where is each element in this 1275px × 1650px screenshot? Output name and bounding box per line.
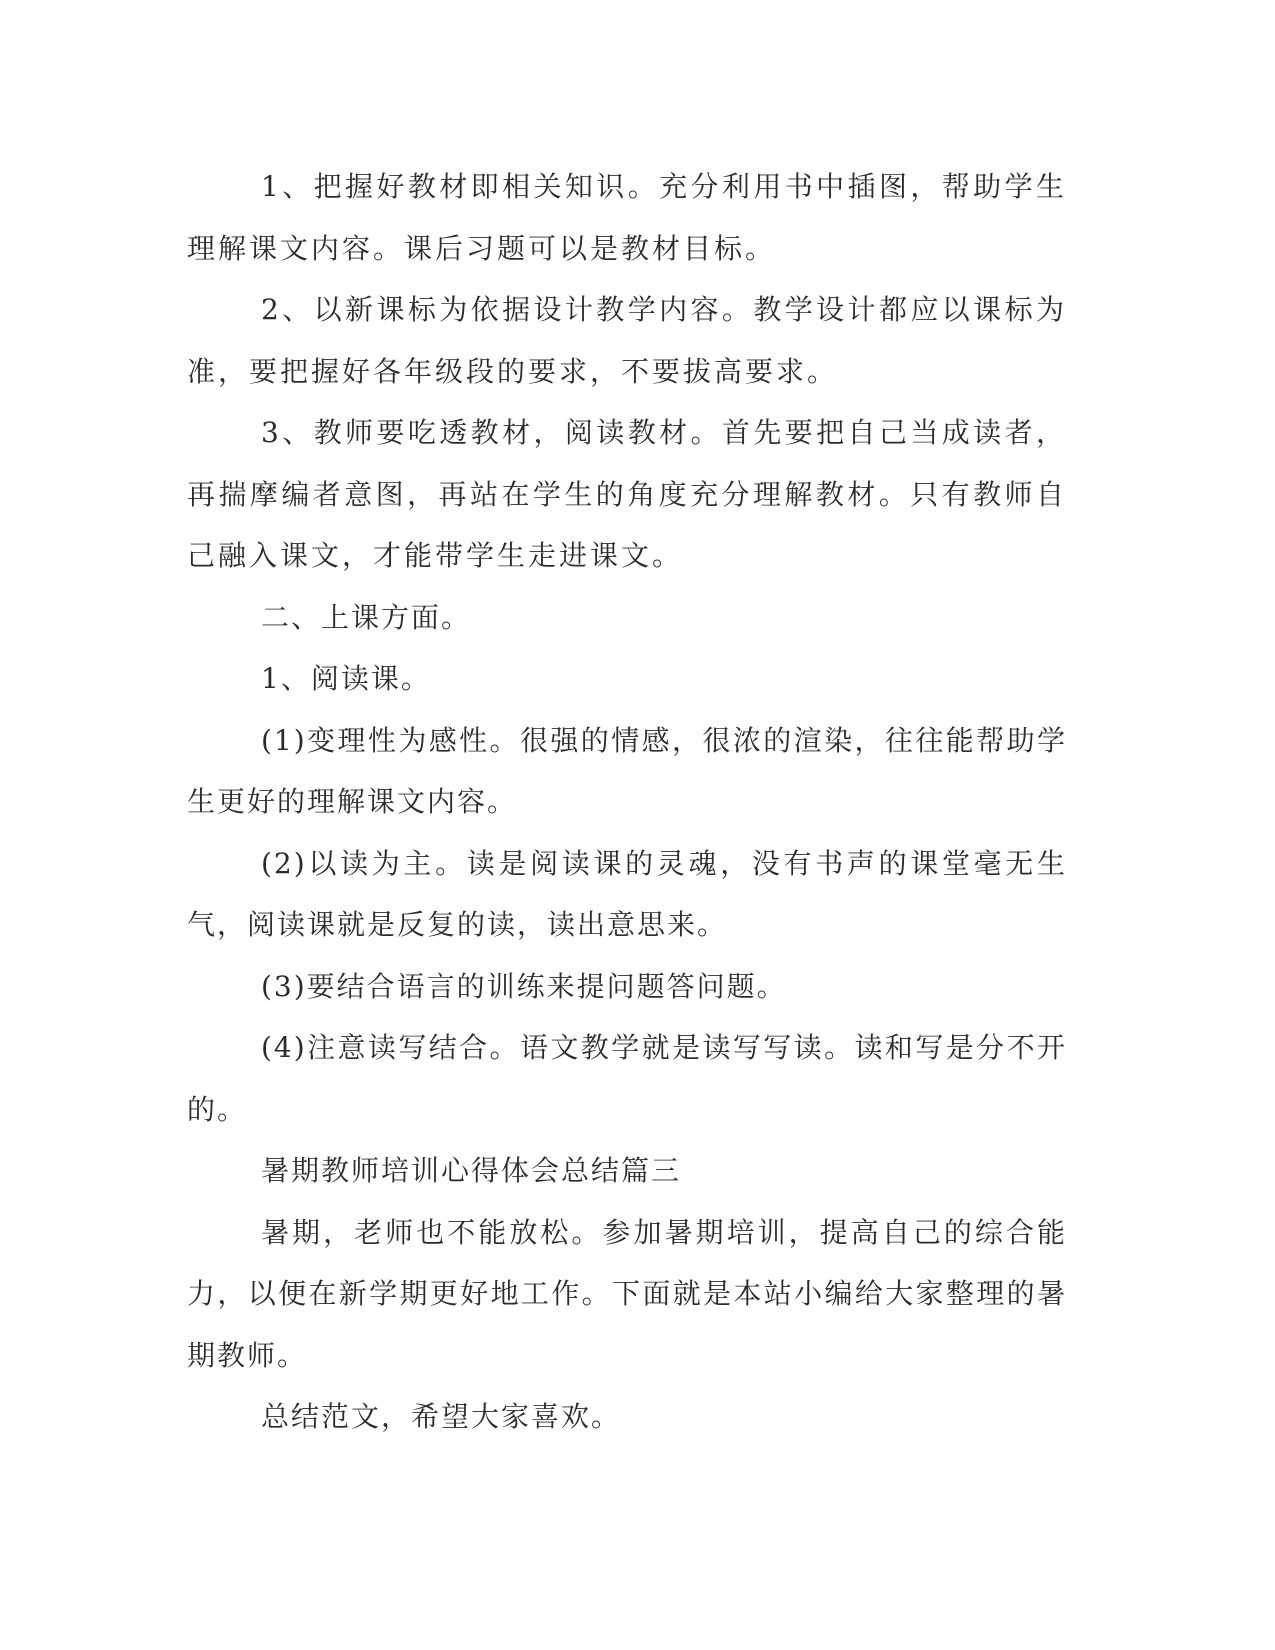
document-body [187,156,1067,1448]
subsection-heading: 1、阅读课。 [261,662,431,695]
paragraph-1: 1、把握好教材即相关知识。充分利用书中插图，帮助学生理解课文内容。课后习题可以是教材目标。 [187,170,1067,265]
paragraph-2: 2、以新课标为依据设计教学内容。教学设计都应以课标为准，要把握好各年级段的要求，不要拔高要求。 [187,293,1067,388]
paragraph-point-4: (4)注意读写结合。语文教学就是读写写读。读和写是分不开的。 [187,1031,1067,1126]
paragraph-point-2: (2)以读为主。读是阅读课的灵魂，没有书声的课堂毫无生气，阅读课就是反复的读，读出意思来。 [187,846,1067,941]
closing-paragraph: 总结范文，希望大家喜欢。 [261,1400,622,1433]
paragraph-point-1: (1)变理性为感性。很强的情感，很浓的渲染，往往能帮助学生更好的理解课文内容。 [187,723,1067,818]
intro-paragraph: 暑期，老师也不能放松。参加暑期培训，提高自己的综合能力，以便在新学期更好地工作。下面就是本站小编给大家整理的暑期教师。 [187,1215,1067,1372]
section-heading: 二、上课方面。 [261,600,472,634]
paragraph-3: 3、教师要吃透教材，阅读教材。首先要把自己当成读者，再揣摩编者意图，再站在学生的角度充分理解教材。只有教师自己融入课文，才能带学生走进课文。 [187,416,1067,572]
paragraph-point-3: (3)要结合语言的训练来提问题答问题。 [261,969,787,1003]
article-title: 暑期教师培训心得体会总结篇三 [261,1154,682,1187]
